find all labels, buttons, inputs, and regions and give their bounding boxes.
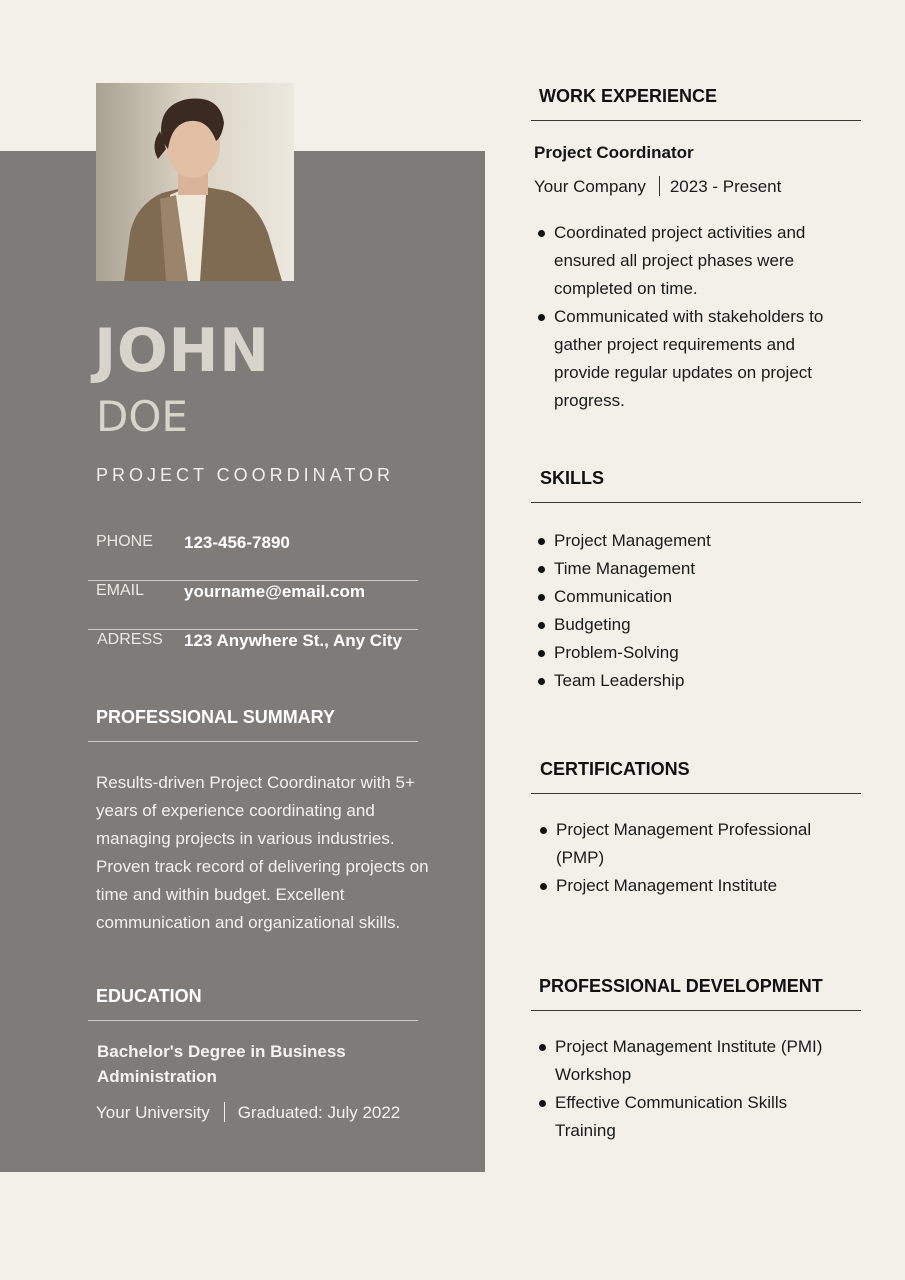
development-list — [535, 1033, 835, 1145]
separator — [224, 1102, 225, 1122]
email-label: EMAIL — [96, 582, 145, 599]
contact-email — [88, 580, 418, 630]
graduation-date: Graduated: July 2022 — [237, 1103, 401, 1122]
contact-phone — [88, 531, 418, 581]
contact-address — [88, 629, 418, 678]
job-role: Project Coordinator — [534, 143, 694, 162]
phone-value: 123-456-7890 — [184, 533, 290, 552]
first-name: JOHN — [94, 316, 270, 386]
education-details — [96, 1101, 400, 1125]
company-name: Your Company — [534, 177, 646, 196]
list-item: Team Leadership — [534, 667, 854, 695]
work-heading: WORK EXPERIENCE — [539, 86, 718, 106]
company-details — [534, 175, 781, 199]
summary-divider — [88, 741, 418, 742]
profile-photo — [96, 83, 294, 281]
skills-heading: SKILLS — [540, 468, 605, 488]
certifications-heading: CERTIFICATIONS — [540, 759, 690, 779]
address-value: 123 Anywhere St., Any City — [184, 631, 402, 650]
job-title: PROJECT COORDINATOR — [96, 465, 395, 485]
separator — [659, 176, 660, 196]
work-bullets — [534, 219, 854, 415]
last-name: DOE — [96, 392, 188, 441]
list-item: Communication — [534, 583, 854, 611]
development-heading: PROFESSIONAL DEVELOPMENT — [539, 976, 823, 996]
list-item: Project Management Professional (PMP) — [536, 816, 826, 872]
development-divider — [531, 1010, 861, 1011]
list-item: Project Management Institute (PMI) Workshop — [535, 1033, 835, 1089]
education-heading: EDUCATION — [96, 986, 202, 1006]
phone-label: PHONE — [96, 533, 153, 550]
list-item: Time Management — [534, 555, 854, 583]
degree: Bachelor's Degree in Business Administration — [97, 1042, 346, 1086]
work-period: 2023 - Present — [669, 177, 782, 196]
summary-text: Results-driven Project Coordinator with 5+ years of experience coordinating and managing projects in various industries. Proven track record of delivering projects on time and within budget. Excellent communication and organizational skills. — [96, 773, 429, 932]
summary-heading: PROFESSIONAL SUMMARY — [96, 707, 336, 727]
list-item: Problem-Solving — [534, 639, 854, 667]
certifications-divider — [531, 793, 861, 794]
list-item: Effective Communication Skills Training — [535, 1089, 835, 1145]
education-divider — [88, 1020, 418, 1021]
address-label: ADRESS — [97, 631, 163, 648]
skills-divider — [531, 502, 861, 503]
school-name: Your University — [96, 1103, 210, 1122]
list-item: Project Management Institute — [536, 872, 826, 900]
list-item: Communicated with stakeholders to gather project requirements and provide regular updates on project progress. — [534, 303, 854, 415]
email-value: yourname@email.com — [184, 582, 365, 601]
skills-list — [534, 527, 854, 695]
list-item: Project Management — [534, 527, 854, 555]
list-item: Budgeting — [534, 611, 854, 639]
work-divider — [531, 120, 861, 121]
list-item: Coordinated project activities and ensured all project phases were completed on time. — [534, 219, 854, 303]
certifications-list — [536, 816, 826, 900]
